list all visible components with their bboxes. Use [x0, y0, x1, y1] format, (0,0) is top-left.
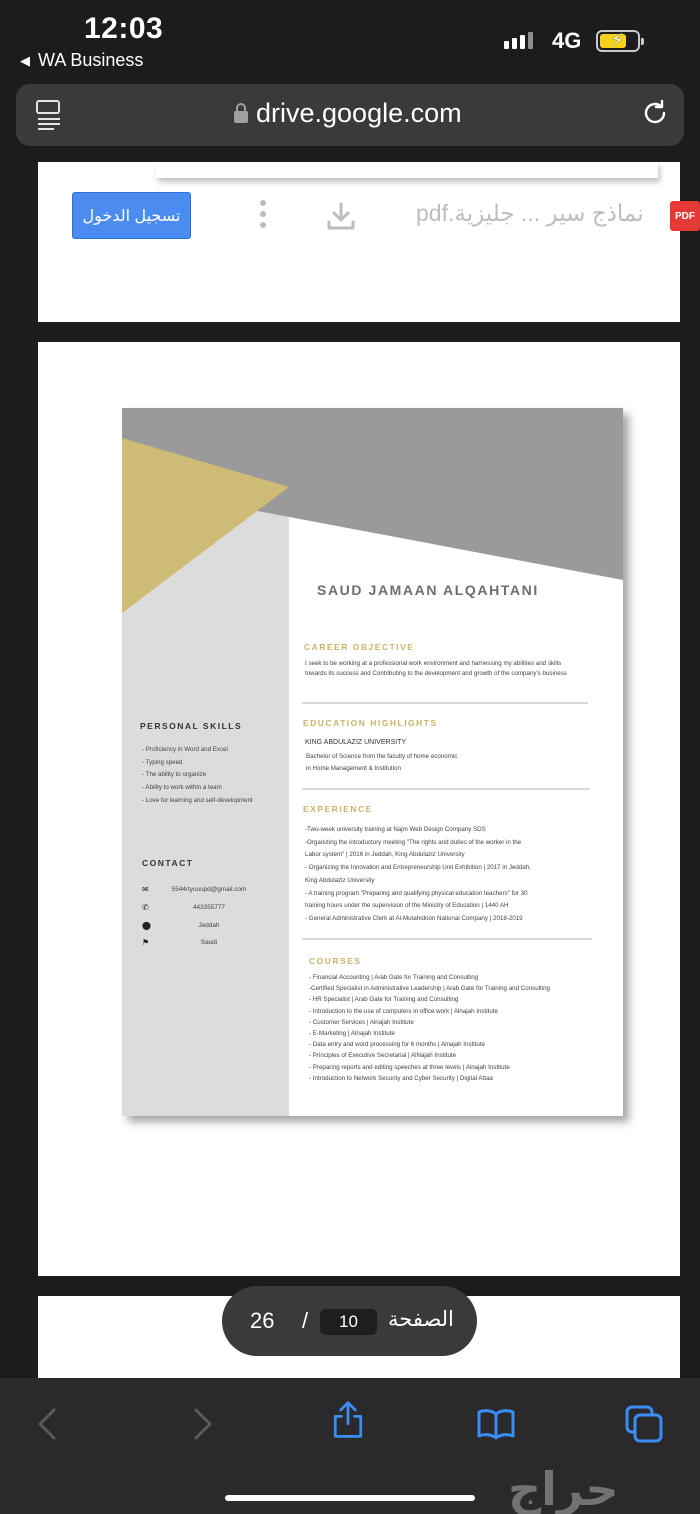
skill-item: - Love for learning and self-development: [142, 796, 253, 804]
education-heading: EDUCATION HIGHLIGHTS: [303, 718, 438, 728]
tabs-icon[interactable]: [624, 1404, 664, 1444]
experience-item: King Abdulaziz University: [305, 876, 375, 884]
course-item: - HR Specialist | Arab Gate for Training and Consulting: [309, 996, 459, 1004]
page-label: الصفحة: [388, 1308, 454, 1331]
education-line-2: in Home Management & Institution: [306, 765, 401, 772]
course-item: - Introduction to Network Security and Cyber Security | Digital Attaa: [309, 1074, 493, 1082]
education-line-1: Bachelor of Science from the faculty of home economic: [306, 753, 458, 760]
battery-icon: ⚡: [596, 30, 640, 52]
contact-country-text: Saudi: [200, 939, 218, 946]
contact-email: [142, 885, 264, 894]
current-page-input[interactable]: 10: [320, 1309, 377, 1335]
page-total: 26: [250, 1308, 275, 1333]
bookmarks-icon[interactable]: [476, 1404, 516, 1444]
location-pin-icon: ⬤: [142, 921, 151, 930]
skill-item: - The ability to organize: [142, 771, 207, 779]
experience-list: [305, 824, 595, 926]
sign-in-button[interactable]: تسجيل الدخول: [72, 192, 191, 239]
contact-email-text: 5544rtyuuupd@gmail.com: [171, 886, 247, 893]
skills-heading: PERSONAL SKILLS: [140, 721, 243, 731]
experience-item: training hours under the supervision of the Ministry of Education | 1440 AH: [305, 902, 509, 910]
more-options-icon[interactable]: [260, 200, 266, 230]
courses-heading: COURSES: [309, 956, 362, 966]
page-indicator[interactable]: [222, 1286, 477, 1356]
courses-list: [309, 972, 609, 1084]
course-item: - Data entry and word processing for 6 months | Alnajah Institute: [309, 1041, 485, 1049]
url-text: drive.google.com: [256, 98, 462, 128]
email-icon: ✉: [142, 885, 149, 894]
drive-viewer[interactable]: [0, 162, 700, 1378]
divider: [302, 938, 592, 940]
signal-icon: [504, 32, 533, 49]
status-bar: [0, 0, 700, 80]
experience-item: - Organizing the Innovation and Entrepreneurship Unit Exhibition | 2017 in Jeddah,: [305, 864, 531, 872]
divider: [302, 788, 590, 790]
course-item: - Introduction to the use of computers in office work | Alnajah Institute: [309, 1007, 498, 1015]
contact-heading: CONTACT: [142, 858, 194, 868]
reload-icon[interactable]: [640, 98, 670, 128]
pdf-page[interactable]: [38, 342, 680, 1276]
back-app-label: WA Business: [38, 50, 144, 70]
skill-item: - Ability to work within a team: [142, 784, 222, 792]
page-separator: /: [302, 1308, 309, 1333]
course-item: - Principles of Executive Secretarial | AlNajah Institute: [309, 1052, 457, 1060]
career-text: I seek to be working at a professional work environment and harnessing my abilities and skills towards its success and Contributing to the development and growth of the company's business: [305, 660, 567, 677]
contact-country: [142, 938, 264, 947]
education-school: KING ABDULAZIZ UNIVERSITY: [305, 739, 407, 746]
haraj-watermark: حراج: [508, 1463, 619, 1514]
back-triangle-icon: ◀: [20, 52, 30, 68]
back-chevron-icon[interactable]: [28, 1404, 68, 1444]
forward-chevron-icon[interactable]: [182, 1404, 222, 1444]
experience-heading: EXPERIENCE: [303, 804, 373, 814]
course-item: - Financial Accounting | Arab Gate for Training and Consulting: [309, 974, 479, 981]
career-heading: CAREER OBJECTIVE: [304, 642, 415, 652]
experience-item: - A training program "Preparing and qualifying physical education teachers" for 30: [305, 889, 528, 897]
back-to-app-link[interactable]: [20, 50, 143, 71]
file-name: نماذج سير ... جليزية.pdf: [416, 200, 644, 226]
skill-item: - Proficiency in Word and Excel: [142, 746, 228, 753]
course-item: -Certified Specialist in Administrative Leadership | Arab Gate for Training and Consulting: [309, 985, 550, 993]
address-bar[interactable]: [16, 84, 684, 146]
course-item: - E-Marketing | Alnajah Institute: [309, 1030, 395, 1038]
home-indicator[interactable]: [225, 1495, 475, 1501]
experience-item: -Organizing the introductory meeting "The rights and duties of the worker in the: [305, 838, 522, 846]
url-display[interactable]: [234, 98, 462, 129]
experience-item: - General Administrative Clerk at Al-Mutahidoon National Company | 2018-2019: [305, 914, 523, 922]
course-item: - Preparing reports and editing speeches at three levels | Alnajah Institute: [309, 1063, 510, 1071]
clock: 12:03: [84, 12, 164, 45]
network-type: 4G: [552, 28, 582, 53]
contact-phone-text: 443355777: [193, 904, 225, 911]
experience-item: Labor system" | 2016 in Jeddah, King Abdulaziz University: [305, 851, 465, 859]
drive-header-sheet: [38, 162, 695, 322]
contact-phone: [142, 903, 264, 912]
resume-name: SAUD JAMAAN ALQAHTANI: [317, 582, 539, 598]
download-icon[interactable]: [325, 200, 357, 232]
skill-item: - Typing speed: [142, 758, 183, 766]
experience-item: -Two-week university training at Najm Web Design Company SDS: [305, 826, 486, 833]
reader-view-icon[interactable]: [36, 100, 62, 130]
skills-list: [142, 744, 287, 808]
divider: [302, 702, 588, 704]
phone-icon: ✆: [142, 903, 149, 912]
resume-document: [122, 408, 623, 1116]
pdf-file-icon: PDF: [670, 201, 700, 231]
lock-icon: [234, 111, 248, 123]
previous-page-edge: [156, 162, 658, 178]
contact-city: [142, 921, 264, 930]
contact-city-text: Jeddah: [198, 922, 220, 929]
course-item: - Customer Services | Alnajah Institute: [309, 1018, 414, 1026]
flag-icon: ⚑: [142, 938, 150, 947]
share-icon[interactable]: [328, 1400, 368, 1440]
